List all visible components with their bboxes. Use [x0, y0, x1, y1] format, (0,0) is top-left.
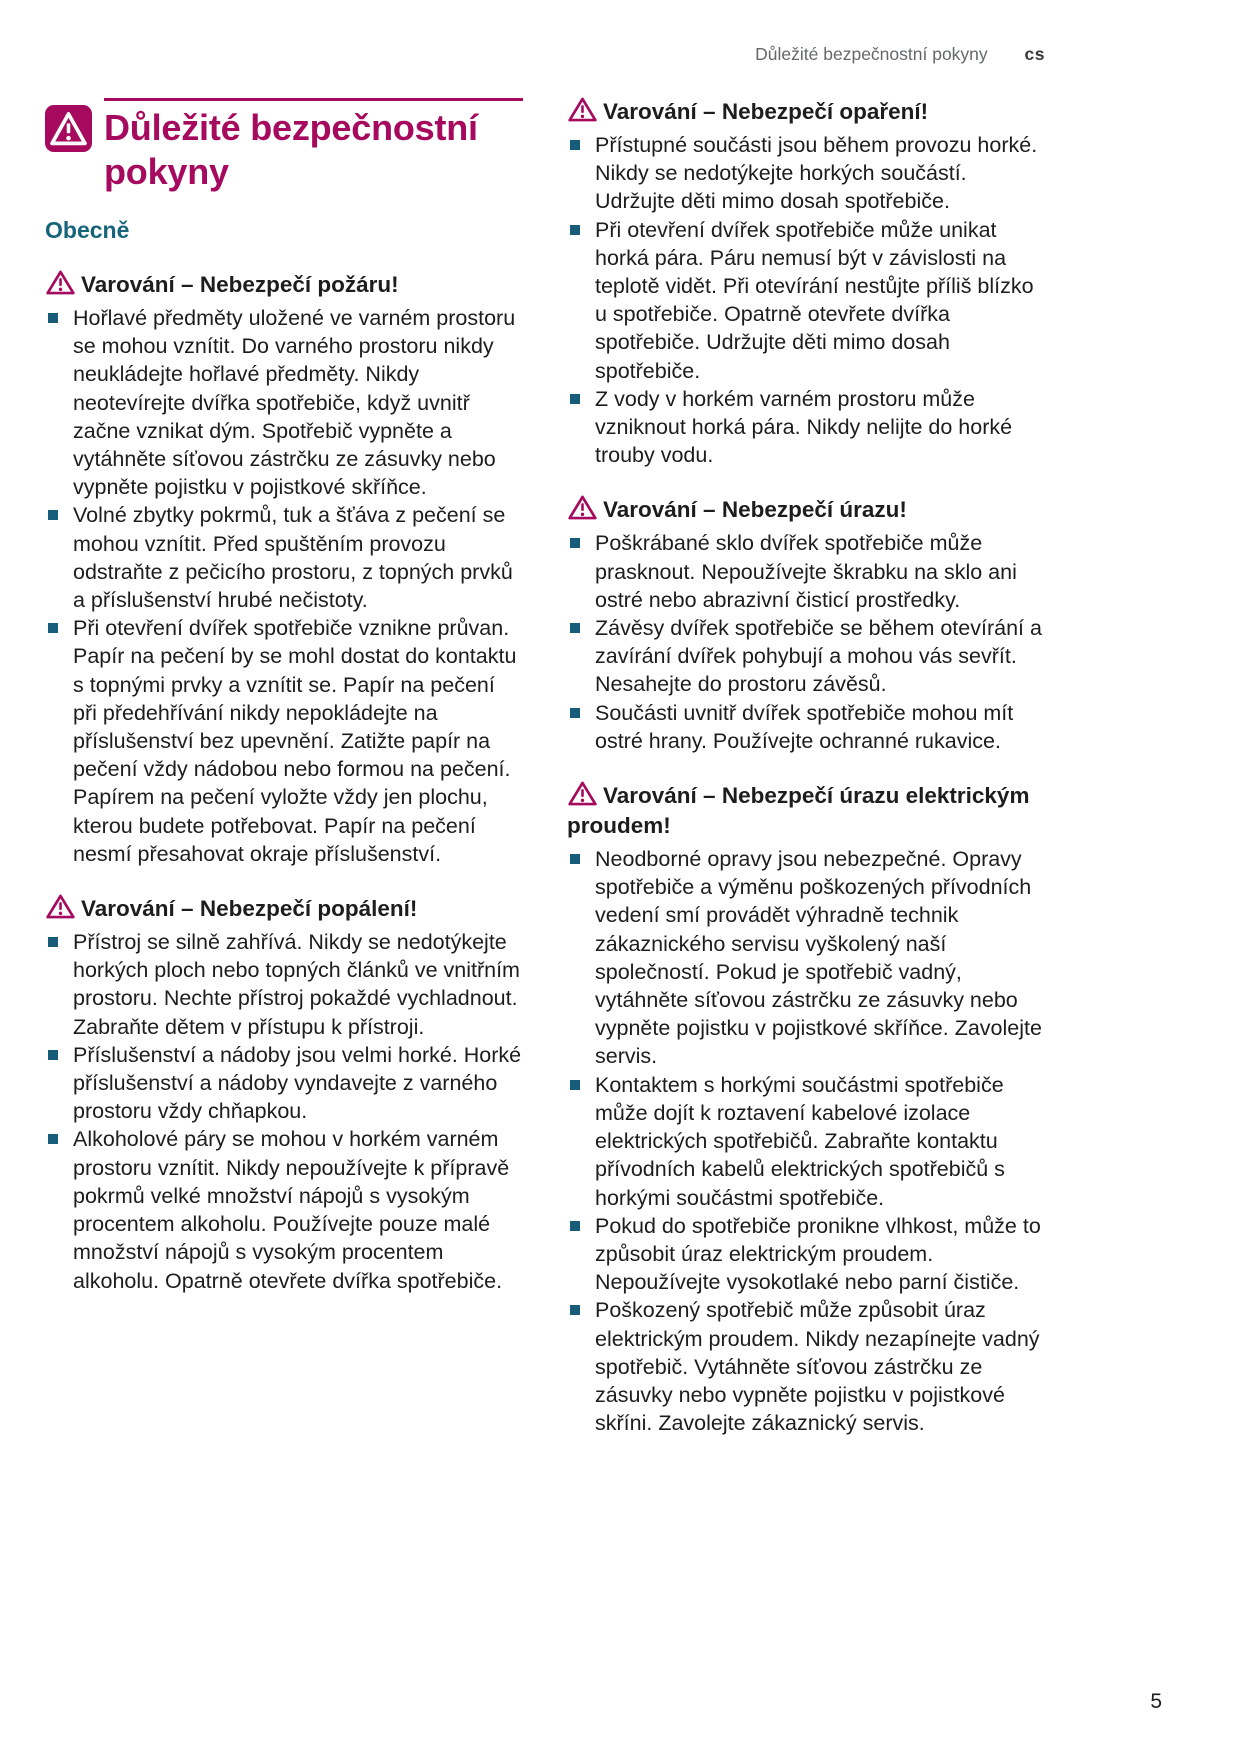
square-bullet-icon: [570, 538, 580, 548]
warning-heading: [567, 494, 1045, 525]
list-item: [45, 1041, 523, 1126]
list-item: [567, 614, 1045, 699]
list-item: [567, 699, 1045, 755]
square-bullet-icon: [570, 394, 580, 404]
list-item: [567, 385, 1045, 470]
square-bullet-icon: [48, 623, 58, 633]
warning-section: [567, 780, 1045, 1437]
page-title: Důležité bezpečnostní pokyny: [104, 107, 478, 192]
square-bullet-icon: [570, 1221, 580, 1231]
page-number: 5: [1150, 1690, 1162, 1713]
warning-section: [567, 494, 1045, 755]
list-item-text: Součásti uvnitř dvířek spotřebiče mohou mít ostré hrany. Používejte ochranné rukavice.: [595, 700, 1014, 753]
bullet-list: [45, 928, 523, 1295]
square-bullet-icon: [570, 1080, 580, 1090]
warning-heading-text: Varování – Nebezpečí úrazu!: [603, 497, 907, 523]
list-item: [45, 1125, 523, 1294]
warning-heading: [567, 780, 1045, 841]
list-item-text: Volné zbytky pokrmů, tuk a šťáva z pečení se mohou vznítit. Před spuštěním provozu odstraňte z pečicího prostoru, z topných prvků a příslušenství hrubé nečistoty.: [73, 503, 513, 613]
left-column: [45, 96, 523, 1295]
list-item: [567, 131, 1045, 216]
title-main: [104, 96, 523, 194]
bullet-list: [567, 131, 1045, 469]
warning-section: [45, 269, 523, 868]
list-item-text: Z vody v horkém varném prostoru může vzniknout horká pára. Nikdy nelijte do horké trouby vodu.: [595, 386, 1013, 468]
list-item-text: Alkoholové páry se mohou v horkém varném prostoru vznítit. Nikdy nepoužívejte k přípravě pokrmů velké množství nápojů s vysokým procentem alkoholu. Používejte pouze malé množství nápojů s vysokým procentem alkoholu. Opatrně otevřete dvířka spotřebiče.: [73, 1127, 510, 1293]
square-bullet-icon: [48, 313, 58, 323]
list-item-text: Při otevření dvířek spotřebiče může unikat horká pára. Páru nemusí být v závislosti na teplotě vidět. Při otevírání nestůjte příliš blízko u spotřebiče. Opatrně otevřete dvířka spotřebiče. Udržujte děti mimo dosah spotřebiče.: [595, 217, 1034, 383]
list-item: [45, 928, 523, 1041]
warning-badge-icon: [45, 96, 92, 194]
warning-heading-text: Varování – Nebezpečí úrazu elektrickým proudem!: [567, 783, 1030, 839]
list-item-text: Poškozený spotřebič může způsobit úraz elektrickým proudem. Nikdy nezapínejte vadný spotřebič. Vytáhněte síťovou zástrčku ze zásuvky nebo vypněte pojistku v pojistkové skříni. Zavolejte zákaznický servis.: [595, 1298, 1040, 1436]
square-bullet-icon: [570, 854, 580, 864]
warning-triangle-icon: [45, 269, 76, 296]
warning-heading: [567, 96, 1045, 127]
list-item-text: Při otevření dvířek spotřebiče vznikne průvan. Papír na pečení by se mohl dostat do kontaktu s topnými prvky a vznítit se. Papír na pečení při předehřívání nikdy nepokládejte na příslušenství bez upevnění. Zatižte papír na pečení vždy nádobou nebo formou na pečení. Papírem na pečení vyložte vždy jen plochu, kterou budete potřebovat. Papír na pečení nesmí přesahovat okraje příslušenství.: [73, 616, 517, 866]
title-rule: [104, 98, 523, 101]
list-item-text: Závěsy dvířek spotřebiče se během otevírání a zavírání dvířek pohybují a mohou vás sevřít. Nesahejte do prostoru závěsů.: [595, 616, 1042, 697]
list-item-text: Příslušenství a nádoby jsou velmi horké. Horké příslušenství a nádoby vyndavejte z varného prostoru vždy chňapkou.: [73, 1042, 522, 1124]
list-item: [567, 845, 1045, 1071]
list-item-text: Poškrábané sklo dvířek spotřebiče může prasknout. Nepoužívejte škrabku na sklo ani ostré nebo abrazivní čisticí prostředky.: [595, 531, 1017, 612]
square-bullet-icon: [48, 1050, 58, 1060]
square-bullet-icon: [570, 708, 580, 718]
running-header-title: Důležité bezpečnostní pokyny: [755, 44, 988, 64]
list-item-text: Pokud do spotřebiče pronikne vlhkost, může to způsobit úraz elektrickým proudem. Nepoužívejte vysokotlaké nebo parní čističe.: [595, 1213, 1041, 1295]
warning-triangle-icon: [567, 494, 598, 521]
list-item-text: Kontaktem s horkými součástmi spotřebiče může dojít k roztavení kabelové izolace elektrických spotřebičů. Zabraňte kontaktu přívodních kabelů elektrických spotřebičů s horkými součástmi spotřebiče.: [595, 1072, 1005, 1210]
language-code: cs: [1024, 44, 1045, 64]
list-item: [567, 1296, 1045, 1437]
list-item: [567, 216, 1045, 385]
list-item: [567, 1071, 1045, 1212]
warning-triangle-icon: [567, 780, 598, 807]
square-bullet-icon: [570, 1305, 580, 1315]
title-block: [45, 96, 523, 194]
square-bullet-icon: [570, 623, 580, 633]
warning-heading: [45, 893, 523, 924]
list-item: [45, 501, 523, 614]
section-heading-obecne: Obecně: [45, 217, 130, 243]
bullet-list: [567, 529, 1045, 755]
warning-section: [45, 893, 523, 1295]
warning-triangle-icon: [567, 96, 598, 123]
list-item-text: Přístroj se silně zahřívá. Nikdy se nedotýkejte horkých ploch nebo topných článků ve vnitřním prostoru. Nechte přístroj pokaždé vychladnout. Zabraňte dětem v přístupu k přístroji.: [73, 930, 520, 1039]
list-item: [45, 304, 523, 501]
warning-triangle-icon: [45, 893, 76, 920]
square-bullet-icon: [570, 225, 580, 235]
list-item-text: Neodborné opravy jsou nebezpečné. Opravy spotřebiče a výměnu poškozených přívodních vedení smí provádět výhradně technik zákaznického servisu vyškolený naší společností. Pokud je spotřebič vadný, vytáhněte síťovou zástrčku ze zásuvky nebo vypněte pojistku v pojistkové skříňce. Zavolejte servis.: [595, 847, 1042, 1069]
list-item-text: Přístupné součásti jsou během provozu horké. Nikdy se nedotýkejte horkých součástí. Udržujte děti mimo dosah spotřebiče.: [595, 133, 1038, 214]
warning-heading-text: Varování – Nebezpečí požáru!: [81, 272, 399, 297]
list-item: [567, 529, 1045, 614]
list-item: [45, 614, 523, 868]
warning-heading-text: Varování – Nebezpečí opaření!: [603, 99, 929, 124]
bullet-list: [567, 845, 1045, 1437]
right-column: [567, 96, 1045, 1437]
running-header: [45, 44, 1045, 64]
warning-heading-text: Varování – Nebezpečí popálení!: [81, 896, 418, 922]
square-bullet-icon: [48, 1134, 58, 1144]
list-item: [567, 1212, 1045, 1297]
square-bullet-icon: [48, 510, 58, 520]
warning-section: [567, 96, 1045, 469]
list-item-text: Hořlavé předměty uložené ve varném prostoru se mohou vznítit. Do varného prostoru nikdy neukládejte hořlavé předměty. Nikdy neotevírejte dvířka spotřebiče, když uvnitř začne vznikat dým. Spotřebič vypněte a vytáhněte síťovou zástrčku ze zásuvky nebo vypněte pojistku v pojistkové skříňce.: [73, 306, 516, 500]
square-bullet-icon: [48, 937, 58, 947]
bullet-list: [45, 304, 523, 868]
warning-heading: [45, 269, 523, 300]
square-bullet-icon: [570, 140, 580, 150]
